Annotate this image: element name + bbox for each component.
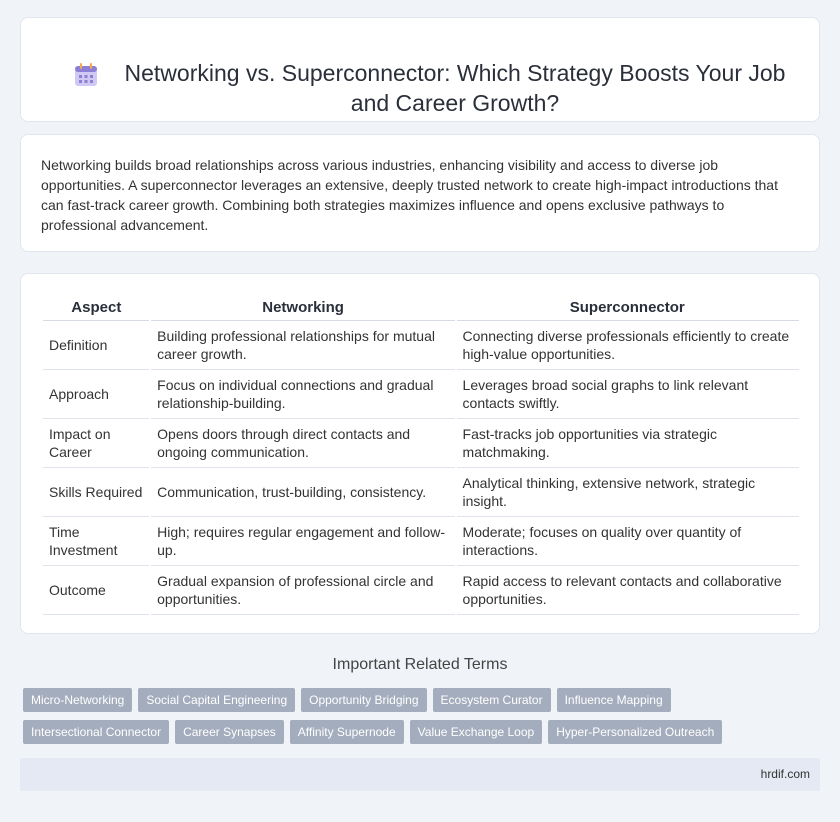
calendar-icon <box>73 62 99 93</box>
networking-cell: Opens doors through direct contacts and ongoing communication. <box>150 419 455 468</box>
aspect-cell: Impact on Career <box>43 419 150 468</box>
comparison-table <box>43 294 799 615</box>
related-term-tag[interactable]: Affinity Supernode <box>290 720 404 744</box>
aspect-cell: Outcome <box>43 566 150 615</box>
superconnector-cell: Analytical thinking, extensive network, strategic insight. <box>456 468 799 517</box>
header-networking: Networking <box>150 294 455 321</box>
header-card <box>20 17 820 122</box>
related-term-tag[interactable]: Social Capital Engineering <box>138 688 295 712</box>
related-terms-row <box>23 688 823 712</box>
related-term-tag[interactable]: Micro-Networking <box>23 688 132 712</box>
table-row <box>43 468 799 517</box>
superconnector-cell: Moderate; focuses on quality over quantity of interactions. <box>456 517 799 566</box>
related-term-tag[interactable]: Career Synapses <box>175 720 284 744</box>
superconnector-cell: Connecting diverse professionals efficiently to create high-value opportunities. <box>456 321 799 370</box>
header-aspect: Aspect <box>43 294 150 321</box>
networking-cell: Building professional relationships for mutual career growth. <box>150 321 455 370</box>
superconnector-cell: Fast-tracks job opportunities via strategic matchmaking. <box>456 419 799 468</box>
table-row <box>43 517 799 566</box>
networking-cell: High; requires regular engagement and follow-up. <box>150 517 455 566</box>
related-terms-row <box>23 720 823 744</box>
aspect-cell: Time Investment <box>43 517 150 566</box>
intro-text: Networking builds broad relationships across various industries, enhancing visibility and access to diverse job opportunities. A superconnector leverages an extensive, deeply trusted network to create high-impact introductions that can fast-track career growth. Combining both strategies maximizes influence and opens exclusive pathways to professional advancement. <box>41 157 778 233</box>
footer-site-link[interactable]: hrdif.com <box>760 767 810 781</box>
related-term-tag[interactable]: Opportunity Bridging <box>301 688 426 712</box>
superconnector-cell: Leverages broad social graphs to link relevant contacts swiftly. <box>456 370 799 419</box>
page-title: Networking vs. Superconnector: Which Strategy Boosts Your Job and Career Growth? <box>124 60 786 116</box>
table-header-row <box>43 294 799 321</box>
footer <box>20 758 820 791</box>
table-row <box>43 566 799 615</box>
aspect-cell: Skills Required <box>43 468 150 517</box>
intro-card <box>20 134 820 252</box>
aspect-cell: Definition <box>43 321 150 370</box>
table-row <box>43 370 799 419</box>
related-term-tag[interactable]: Intersectional Connector <box>23 720 169 744</box>
superconnector-cell: Rapid access to relevant contacts and collaborative opportunities. <box>456 566 799 615</box>
networking-cell: Focus on individual connections and gradual relationship-building. <box>150 370 455 419</box>
related-term-tag[interactable]: Value Exchange Loop <box>410 720 543 744</box>
related-term-tag[interactable]: Ecosystem Curator <box>433 688 551 712</box>
header-superconnector: Superconnector <box>456 294 799 321</box>
networking-cell: Communication, trust-building, consistency. <box>150 468 455 517</box>
aspect-cell: Approach <box>43 370 150 419</box>
related-terms-title: Important Related Terms <box>332 656 508 673</box>
comparison-card <box>20 273 820 634</box>
table-row <box>43 321 799 370</box>
networking-cell: Gradual expansion of professional circle and opportunities. <box>150 566 455 615</box>
table-row <box>43 419 799 468</box>
related-term-tag[interactable]: Hyper-Personalized Outreach <box>548 720 722 744</box>
related-term-tag[interactable]: Influence Mapping <box>557 688 671 712</box>
